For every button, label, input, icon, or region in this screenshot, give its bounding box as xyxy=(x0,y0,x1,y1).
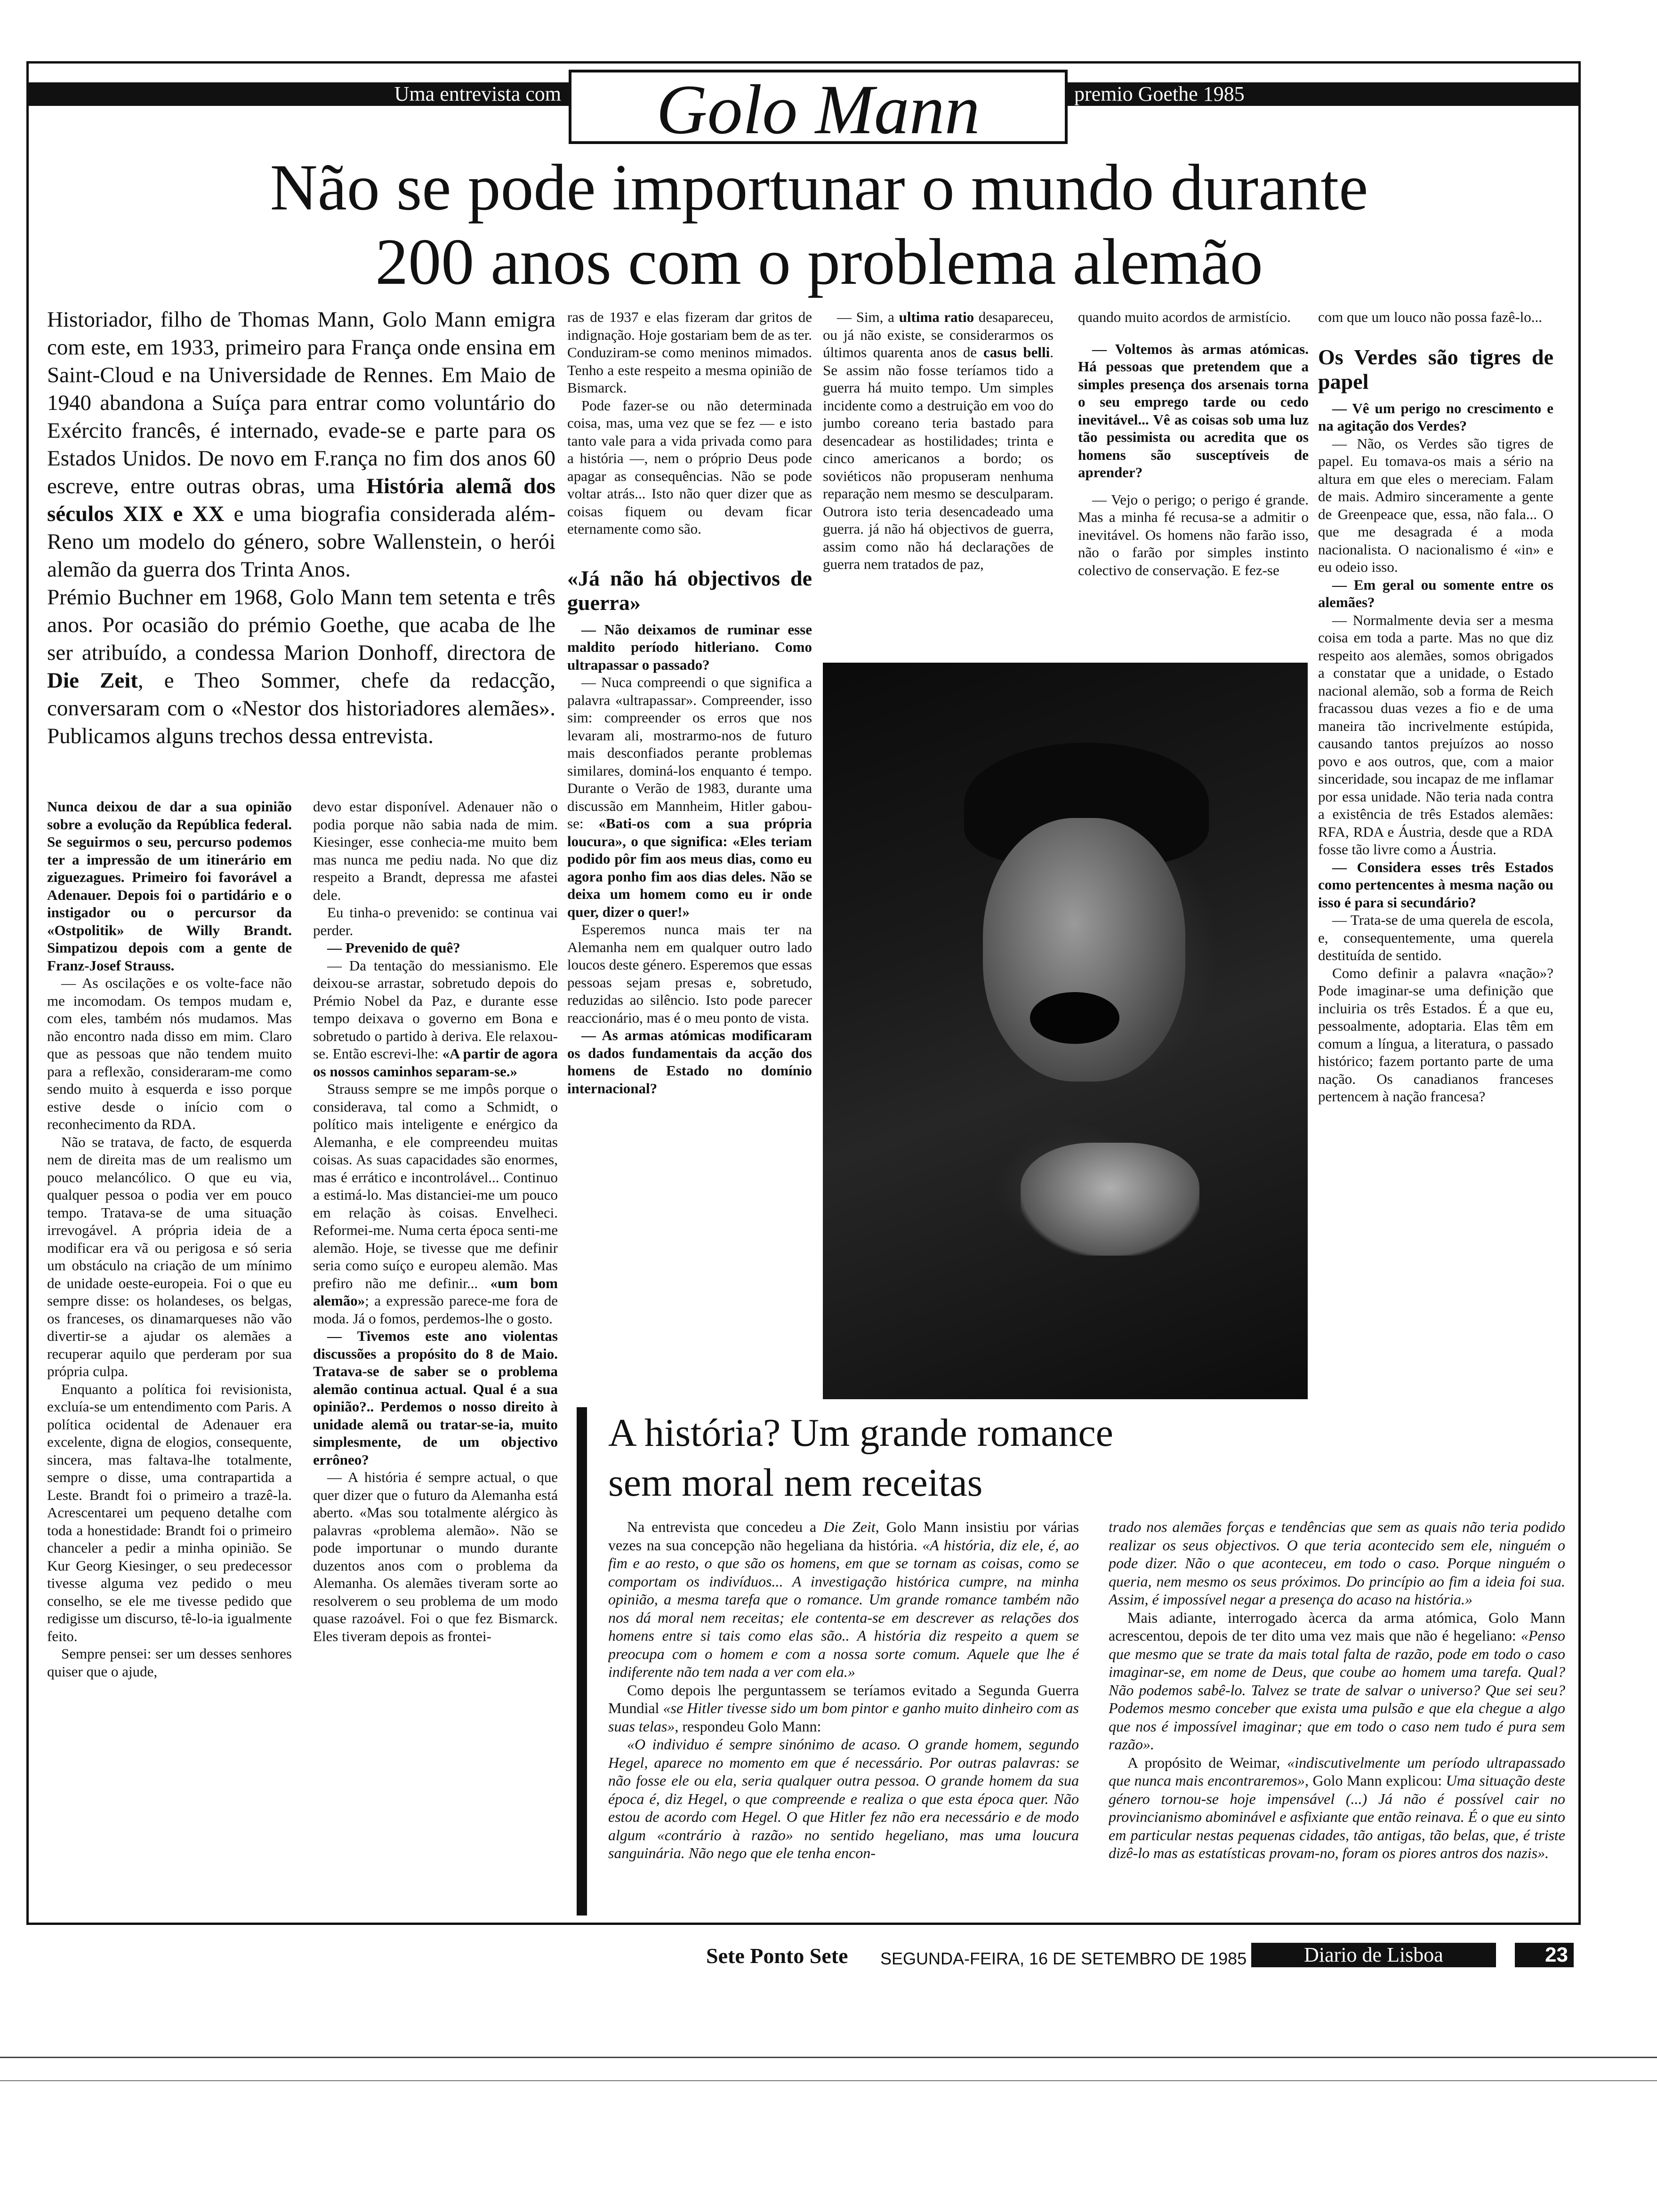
sidebar-rule xyxy=(577,1407,587,1915)
answer-paragraph: — Da tentação do messianismo. Ele deixou-se arrastar, sobretudo depois do Prémio Nobel da Paz, e durante esse tempo deixava o governo em Bona e sobretudo o partido à deriva. Ele relaxou-se. Então escrevi-lhe: «A partir de agora os nossos caminhos separam-se.» xyxy=(313,957,558,1080)
answer-paragraph: quando muito acordos de armistício. xyxy=(1078,309,1291,325)
sidebar-column-right: trado nos alemães forças e tendências que sem as quais não teria podido realizar os seus objectivos. O que teria acontecido sem ele, ninguém o pode dizer. Não o que aconteceu, em todo o caso. Porque ninguém o queria, nem mesmo os seus próximos. Do princípio ao fim a ideia foi sua. Assim, é impossível negar a presença do acaso na história.» Mais adiante, interrogado àcerca da arma atómica, Golo Mann acrescentou, depois de ter dito uma vez mais que não é hegeliano: «Penso que mesmo que se trate da mais total falta de razão, pode em todo o caso imaginar-se, em nome de Deus, que coube ao homem uma tarefa. Qual? Não podemos sabê-lo. Talvez se trate de salvar o universo? Que sei seu? Podemos mesmo conceber que exista uma pulsão e que ela chegue a algo que nos é impossível imaginar; que em todo o caso nem tudo é pura sem razão». A propósito de Weimar, «indiscutivelmente um período ultrapassado que nunca mais encontraremos», Golo Mann explicou: Uma situação deste género tornou-se hoje impensável (...) Já não é possível cair no provincianismo abominável e asfixiante que então reinava. É o que eu sinto em particular nestas pequenas cidades, tão antigas, tão belas, que, é triste dizê-lo mas as estatísticas provam-no, foram os piores antros dos nazis». xyxy=(1109,1518,1565,1861)
column-1 xyxy=(47,798,292,1923)
scan-edge-line xyxy=(0,2057,1657,2058)
answer-paragraph: — A história é sempre actual, o que quer dizer que o futuro da Alemanha está aberto. «Mas sou totalmente alérgico às palavras «problema alemão». Não se pode importunar o mundo durante duzentos anos com o problema da Alemanha. Os alemães tiveram sorte ao resolverem o seu problema de um modo quase razoável. Foi o que fez Bismarck. Eles tiveram depois as frontei- xyxy=(313,1469,558,1644)
photo-mouth-shape xyxy=(1030,992,1119,1044)
question: — Vê um perigo no crescimento e na agitação dos Verdes? xyxy=(1318,400,1553,434)
page-number: 23 xyxy=(1515,1943,1574,1967)
sidebar-headline-line-1: A história? Um grande romance xyxy=(608,1411,1113,1455)
column-6 xyxy=(1318,308,1553,1405)
column-5 xyxy=(1078,308,1309,657)
answer-paragraph: Como definir a palavra «nação»? Pode imaginar-se uma definição que incluiria os três Estados. É a que eu, pessoalmente, adoptaria. Elas têm em comum a língua, a literatura, o passado histórico; fazem portanto parte de uma nação. Os canadianos franceses pertencem à nação francesa? xyxy=(1318,964,1553,1105)
sidebar-column-left: Na entrevista que concedeu a Die Zeit, Golo Mann insistiu por várias vezes na sua concepção não hegeliana da história. «A história, diz ele, é, ao fim e ao resto, o que são os homens, em que se tornam as coisas, como se comportam os indivíduos... A investigação histórica cumpre, na minha opinião, a mesma tarefa que o romance. Um grande romance também não nos dá moral nem receitas; ele contenta-se em descrever as relações dos homens entre si tais como elas são.. A história diz respeito a quem se preocupa com o homem e com a nossa sorte comum. Aquele que lhe é indiferente não tem nada a ver com ela.» Como depois lhe perguntassem se teríamos evitado a Segunda Guerra Mundial «se Hitler tivesse sido um bom pintor e ganho muito dinheiro com as suas telas», respondeu Golo Mann: «O individuo é sempre sinónimo de acaso. O grande homem, segundo Hegel, aparece no momento em que é necessário. Por outras palavras: se não fosse ele ou ela, seria qualquer outra pessoa. O grande homem da sua época é, diz Hegel, o que compreende e realiza o que esta época quer. Não estou de acordo com Hegel. O que Hitler fez não era necessário e de modo algum «contrário à razão» no sentido hegeliano, mas uma loucura sanguinária. Não nego que ele tenha encon- xyxy=(608,1518,1079,1861)
scan-edge-line xyxy=(0,2080,1657,2081)
column-4 xyxy=(823,308,1054,657)
subheading: «Já não há objectivos de guerra» xyxy=(567,566,812,615)
footer-date: SEGUNDA-FEIRA, 16 DE SETEMBRO DE 1985 xyxy=(880,1949,1247,1968)
answer-paragraph: — Normalmente devia ser a mesma coisa em toda a parte. Mas no que diz respeito aos alemães, somos obrigados a constatar que a unidade, o Estado nacional alemão, sob a forma de Reich fracassou duas vezes a fio e de uma maneira tão incrivelmente estúpida, causando tantos prejuízos ao nosso povo e aos outros, que, com a maior sinceridade, sou incapaz de me inflamar por essa unidade. Não teria nada contra a existência de três Estados alemães: RFA, RDA e Áustria, desde que a RDA fosse tão livre como a Áustria. xyxy=(1318,611,1553,858)
question: — Tivemos este ano violentas discussões a propósito do 8 de Maio. Tratava-se de saber se o problema alemão continua actual. Qual é a sua opinião?.. Perdemos o nosso direito à unidade alemã ou tratar-se-ia, muito simplesmente, de um objectivo errôneo? xyxy=(313,1328,558,1468)
answer-paragraph: ras de 1937 e elas fizeram dar gritos de indignação. Hoje gostariam bem de as ter. Conduziram-se como meninos mimados. Tenho a este respeito a mesma opinião de Bismarck. xyxy=(567,309,812,396)
column-3 xyxy=(567,308,812,1405)
answer-paragraph: — Não, os Verdes são tigres de papel. Eu tomava-os mais a sério na altura em que eles o mereciam. Falam de mais. Admiro sinceramente a gente de Greenpeace que, essa, não fala... O que me desagrada é a moda nacionalista. O nacionalismo é «in» e eu odeio isso. xyxy=(1318,435,1553,575)
headline xyxy=(141,151,1497,299)
kicker-bar-right xyxy=(1068,82,1580,106)
headline-line-2: 200 anos com o problema alemão xyxy=(375,225,1263,298)
portrait-photo xyxy=(823,663,1308,1399)
kicker-bar-left xyxy=(27,82,569,106)
kicker-right: premio Goethe 1985 xyxy=(1074,82,1245,105)
question: Nunca deixou de dar a sua opinião sobre a evolução da República federal. Se seguirmos o seu, percurso podemos ter a impressão de um itinerário em ziguezagues. Primeiro foi favorável a Adenauer. Depois foi o partidário e o instigador ou o percursor da «Ostpolitik» de Willy Brandt. Simpatizou depois com a gente de Franz-Josef Strauss. xyxy=(47,798,292,974)
question: — As armas atómicas modificaram os dados fundamentais da acção dos homens de Estado no domínio internacional? xyxy=(567,1027,812,1097)
answer-paragraph: — Nuca compreendi o que significa a palavra «ultrapassar». Compreender, isso sim: compreender os erros que nos levaram ali, mostrarmo-nos de futuro mais desconfiados perante problemas similares, dominá-los enquanto é tempo. Durante o Verão de 1983, durante uma discussão em Mannheim, Hitler gabou-se: «Bati-os com a sua própria loucura», o que significa: «Eles teriam podido pôr fim aos meus dias, como eu agora ponho fim aos dias deles. Não se deixa um homem como eu ir onde quer, dizer o quer!» xyxy=(567,674,812,920)
question: — Não deixamos de ruminar esse maldito período hitleriano. Como ultrapassar o passado? xyxy=(567,621,812,673)
answer-paragraph: — As oscilações e os volte-face não me incomodam. Os tempos mudam e, com eles, também nós mudamos. Mas não encontro nada disso em mim. Claro que as pessoas que não tendem muito para a reflexão, consideraram-me como sendo muito à esquerda e isso porque estive desde o início com o reconhecimento da RDA. xyxy=(47,975,292,1132)
interviewee-name: Golo Mann xyxy=(656,71,980,149)
question: — Em geral ou somente entre os alemães? xyxy=(1318,576,1553,610)
answer-paragraph: Eu tinha-o prevenido: se continua vai perder. xyxy=(313,904,558,938)
question: — Prevenido de quê? xyxy=(327,939,460,956)
sidebar-headline-line-2: sem moral nem receitas xyxy=(608,1461,983,1505)
sidebar-headline xyxy=(608,1408,1113,1508)
answer-paragraph: Esperemos nunca mais ter na Alemanha nem em qualquer outro lado loucos deste género. Esperemos que essas pessoas sejam presas e, sobretudo, reduzidas ao silêncio. Isto pode parecer reaccionário, mas é o meu ponto de vista. xyxy=(567,921,812,1026)
footer-newspaper-name: Diario de Lisboa xyxy=(1251,1943,1496,1967)
footer-section: Sete Ponto Sete xyxy=(706,1944,848,1968)
answer-paragraph: Sempre pensei: ser um desses senhores quiser que o ajude, xyxy=(47,1645,292,1680)
question: — Considera esses três Estados como pertencentes à mesma nação ou isso é para si secundário? xyxy=(1318,858,1553,911)
column-2 xyxy=(313,798,558,1923)
answer-paragraph: Não se tratava, de facto, de esquerda nem de direita mas de um realismo um pouco melancólico. O que eu via, qualquer pessoa o podia ver em pouco tempo. Tratava-se de uma situação irrevogável. A própria ideia de a modificar era vã ou perigosa e só seria um obstáculo na criação de um mínimo de unidade oeste-europeia. Foi o que eu sempre disse: os holandeses, os belgas, os franceses, os dinamarqueses não vão divertir-se a ajudar os alemães a recuperar aquilo que perderam por sua própria culpa. xyxy=(47,1133,292,1379)
answer-paragraph: Strauss sempre se me impôs porque o considerava, tal como a Schmidt, o político mais inteligente e enérgico da Alemanha, e ele compreendeu muitas coisas. As suas capacidades são enormes, mas é errático e incontrolável... Continuo a estimá-lo. Mas distanciei-me um pouco em relação às coisas. Envelheci. Reformei-me. Numa certa época senti-me alemão. Hoje, se tivesse que me definir seria como suíço e europeu alemão. Mas prefiro não me definir... «um bom alemão»; a expressão parece-me fora de moda. Já o fomos, perdemos-lhe o gosto. xyxy=(313,1081,558,1327)
answer-paragraph: Pode fazer-se ou não determinada coisa, mas, uma vez que se fez — e isto tanto vale para a vida privada como para a história —, nem o próprio Deus pode apagar as consequências. Não se pode voltar atrás... Isto não quer dizer que as coisas fiquem ou devam ficar eternamente como são. xyxy=(567,397,812,537)
intro-paragraph-1: Historiador, filho de Thomas Mann, Golo Mann emigra com este, em 1933, primeiro para França onde ensina em Saint-Cloud e na Universidade de Rennes. Em Maio de 1940 abandona a Suíça para entrar como voluntário do Exército francês, é internado, evade-se e parte para os Estados Unidos. De novo em F.rança no fim dos anos 60 escreve, entre outras obras, uma História alemã dos séculos XIX e XX e uma biografia considerada além-Reno um modelo do género, sobre Wallenstein, o herói alemão da guerra dos Trinta Anos. xyxy=(47,307,556,582)
headline-line-1: Não se pode importunar o mundo durante xyxy=(270,151,1368,224)
intro-text xyxy=(47,306,555,750)
answer-paragraph: — Vejo o perigo; o perigo é grande. Mas a minha fé recusa-se a admitir o inevitável. Os homens não farão isso, não o farão por simples instinto colectivo de conservação. E fez-se xyxy=(1078,491,1309,578)
answer-paragraph: com que um louco não possa fazê-lo... xyxy=(1318,309,1543,325)
kicker-left: Uma entrevista com xyxy=(394,82,561,105)
answer-paragraph: Enquanto a política foi revisionista, excluía-se um entendimento com Paris. A política ocidental de Adenauer era excelente, digna de elogios, consequente, sincera, mas faltava-lhe totalmente, sempre o disse, uma contrapartida a Leste. Brandt foi o primeiro a trazê-la. Acrescentarei um pequeno detalhe com toda a honestidade: Brandt foi o primeiro chanceler a pedir a minha opinião. Se Kur Georg Kiesinger, o seu predecessor tivesse alguma vez pedido o meu conselho, se ele me tivesse pedido que redigisse um discurso, tê-lo-ia igualmente feito. xyxy=(47,1380,292,1644)
intro-paragraph-2: Prémio Buchner em 1968, Golo Mann tem setenta e três anos. Por ocasião do prémio Goethe, que acaba de lhe ser atribuído, a condessa Marion Donhoff, directora de Die Zeit, e Theo Sommer, chefe da redacção, conversaram com o «Nestor dos historiadores alemães». Publicamos alguns trechos dessa entrevista. xyxy=(47,585,555,748)
answer-paragraph: devo estar disponível. Adenauer não o podia porque não sabia nada de mim. Kiesinger, esse conhecia-me muito bem mas nunca me pediu nada. No que diz respeito a Brandt, depressa me afastei dele. xyxy=(313,798,558,903)
answer-paragraph: — Trata-se de uma querela de escola, e, consequentemente, uma querela destituída de sentido. xyxy=(1318,912,1553,963)
interviewee-name-box xyxy=(569,70,1068,149)
photo-hands-shape xyxy=(1021,1143,1199,1256)
question: — Voltemos às armas atómicas. Há pessoas que pretendem que a simples presença dos arsenais torna o seu emprego tarde ou cedo inevitável... Vê as coisas sob uma luz tão pessimista ou acredita que os homens são susceptíveis de aprender? xyxy=(1078,340,1309,481)
subheading: Os Verdes são tigres de papel xyxy=(1318,345,1553,393)
answer-paragraph: — Sim, a ultima ratio desapareceu, ou já não existe, se considerarmos os últimos quarenta anos de casus belli. Se assim não fosse teríamos tido a guerra há muito tempo. Um simples incidente como a destruição em voo do jumbo coreano teria bastado para desencadear as hostilidades; trinta e cinco americanos a bordo; os soviéticos não propuseram nenhuma reparação nem mesmo se desculparam. Outrora isto teria desencadeado uma guerra. já não há objectivos de guerra, assim como não há declarações de guerra nem tratados de paz, xyxy=(823,309,1054,572)
